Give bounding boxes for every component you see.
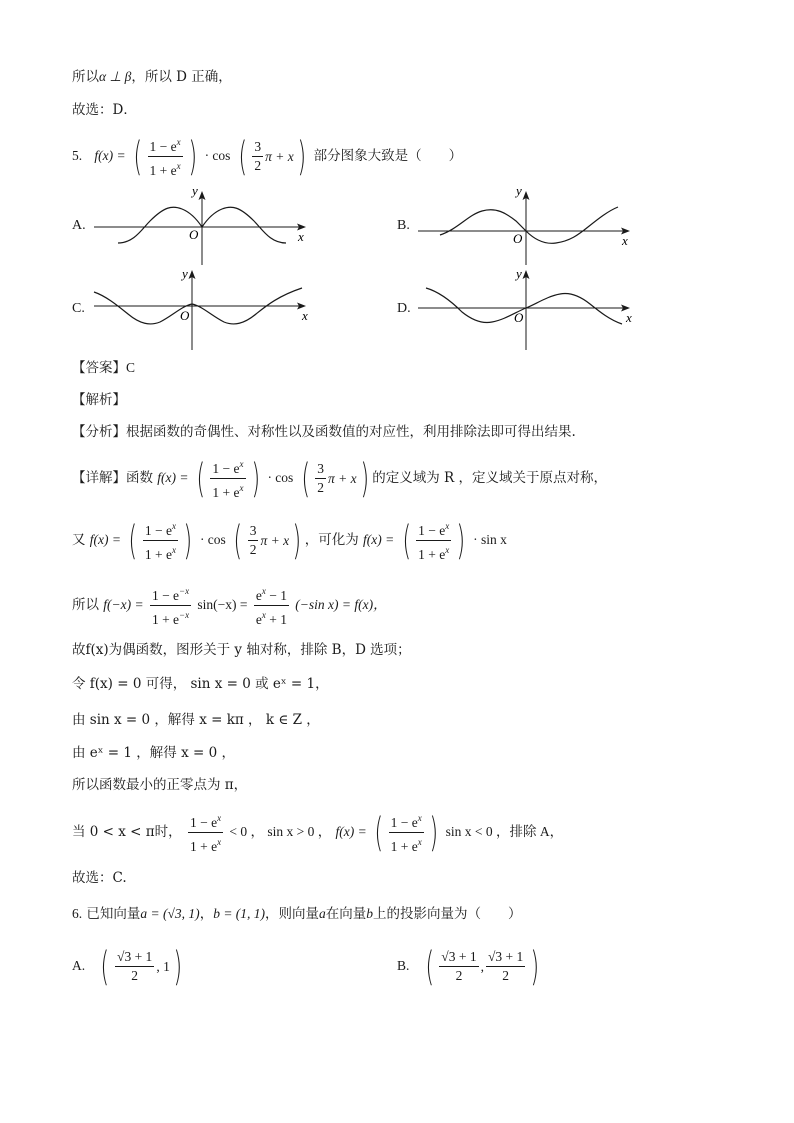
kehua-num: 1 − e (418, 523, 446, 538)
suoyi-den2b: + 1 (265, 612, 287, 627)
prev-line-2: 故选：D． (72, 102, 137, 118)
min-zero-line: 所以函数最小的正零点为 π， (72, 777, 248, 793)
q6-b-vec: b = (1, 1) (213, 906, 266, 921)
x-label: x (298, 229, 304, 244)
q5-option-a-label[interactable]: A. (72, 218, 86, 233)
suoyi-text: 所以 (72, 597, 99, 613)
you-paren-frac: ( $\frac{1 - e^x}{1 + e^x}$ ) (128, 517, 193, 564)
xj-cos: · cos (267, 470, 294, 485)
xj-pi-x: π + x (327, 470, 357, 486)
y-label: y (516, 185, 522, 198)
kehua-fx: f(x) = (363, 532, 395, 547)
q6-opt-a-paren: ( $\frac{√3 + 1}{2}$ , 1 ) (100, 943, 182, 990)
q6-stem (72, 904, 522, 924)
you-pi-x: π + x (260, 532, 290, 548)
q6-opt-a-label: A. (72, 958, 86, 973)
q6-opt-b-frac-1 (439, 949, 478, 984)
fenxi-tag: 【分析】 (72, 424, 126, 440)
q6-opt-b-num1: √3 + 1 (439, 949, 478, 967)
suoyi-frac-1 (150, 583, 191, 628)
xj-three-halves (315, 461, 326, 496)
q5-graph-b[interactable] (412, 185, 642, 270)
fenxi-line (72, 422, 576, 442)
prev-text-a: 所以 (72, 69, 99, 85)
kehua-sinx: · sin x (473, 532, 507, 547)
ling-line: 令 f(x) = 0 可得， sin x = 0 或 eˣ = 1， (72, 676, 329, 692)
q6-option-a[interactable] (72, 943, 185, 990)
xj-three: 3 (315, 461, 326, 479)
xj-paren-frac: ( $\frac{1 - e^x}{1 + e^x}$ ) (196, 455, 260, 502)
you-three: 3 (248, 523, 259, 541)
q6-opt-b-den2: 2 (502, 968, 509, 983)
gu-line: 故f(x)为偶函数，图形关于 y 轴对称，排除 B，D 选项； (72, 642, 411, 658)
q6-opt-b-label: B. (397, 958, 410, 973)
you-num: 1 − e (144, 523, 173, 538)
you-e-line: 由 eˣ = 1 ，解得 x = 0 ， (72, 745, 235, 761)
q5-num: 1 − e (149, 139, 177, 154)
q5-den-exp: x (176, 161, 181, 171)
q6-comma: ， (199, 906, 214, 922)
suoyi-den2-exp: x (261, 610, 266, 620)
you-three-halves (248, 523, 259, 558)
q5-pi-x: π + x (265, 148, 294, 164)
origin-label: O (180, 308, 190, 323)
q6-number: 6. (72, 906, 83, 921)
q5-graph-a[interactable] (88, 185, 318, 270)
q6-stem-d: 上的投影向量为（ ） (373, 906, 522, 922)
dang-num2-exp: x (417, 813, 422, 823)
you-two: 2 (249, 542, 257, 557)
origin-label: O (514, 310, 524, 325)
q5-stem (72, 134, 462, 179)
dang-num2: 1 − e (390, 815, 418, 830)
suoyi-den2: e (255, 612, 262, 627)
xj-fraction (210, 456, 245, 501)
curve (440, 207, 618, 243)
curve (426, 288, 622, 324)
suoyi-sin: sin(−x) = (197, 597, 248, 612)
origin-label: O (513, 231, 523, 246)
q5-fraction (148, 134, 183, 179)
q6-opt-b-num2: √3 + 1 (486, 949, 525, 967)
kehua-paren: ( $\frac{1 - e^x}{1 + e^x}$ ) (402, 517, 466, 564)
q6-opt-b-frac-2 (486, 949, 525, 984)
q5-num-exp: x (176, 137, 181, 147)
you-sin-line: 由 sin x = 0 ，解得 x = kπ ， k ∈ Z ， (72, 712, 320, 728)
q5-cos: · cos (204, 148, 231, 163)
q6-opt-b-paren: ( $\frac{√3 + 1}{2}$ , $\frac{√3 + 1}{2}$ ) (425, 943, 540, 990)
q6-a: a (319, 906, 326, 921)
q5-graph-c[interactable] (88, 266, 318, 354)
kehua-den: 1 + e (418, 547, 446, 562)
q6-stem-b: ，则向量 (265, 906, 320, 922)
suoyi-num1-exp: −x (179, 586, 190, 596)
kehua-fraction (416, 518, 451, 563)
guxuan-line: 故选：C. (72, 870, 127, 886)
suoyi-num1: 1 − e (151, 588, 180, 603)
you-line (72, 518, 507, 563)
xj-den: 1 + e (212, 485, 240, 500)
y-label: y (192, 185, 198, 198)
you-fraction (143, 518, 178, 563)
q5-two: 2 (254, 158, 262, 173)
prev-text-c: ，所以 D 正确， (131, 69, 232, 85)
suoyi-num2-exp: x (261, 586, 266, 596)
q5-paren-arg: ( $\frac{3}{2}$ π + x ) (238, 133, 306, 180)
q6-stem-a: 已知向量 (86, 906, 141, 922)
you-num-exp: x (172, 521, 177, 531)
q6-stem-c: 在向量 (325, 906, 367, 922)
q5-three: 3 (252, 139, 263, 157)
kehua-text: ，可化为 (304, 532, 359, 548)
dang-lt0: < 0 ， sin x > 0 ， (229, 824, 332, 839)
dang-frac (188, 810, 223, 855)
suoyi-eq: f(−x) = (103, 597, 144, 612)
answer-tag: 【答案】 (72, 360, 126, 376)
kehua-num-exp: x (445, 521, 450, 531)
kehua-den-exp: x (445, 545, 450, 555)
dang-den-exp: x (217, 837, 222, 847)
you-fx: f(x) = (89, 532, 122, 547)
you-paren-arg: ( $\frac{3}{2}$ π + x ) (233, 517, 302, 564)
xj-num-exp: x (239, 459, 244, 469)
answer-line (72, 358, 135, 378)
dang-num-exp: x (217, 813, 222, 823)
q6-a-vec: a = (√3, 1) (140, 906, 200, 921)
suoyi-frac-2 (254, 583, 289, 628)
x-label: x (302, 308, 308, 323)
xj-num: 1 − e (212, 461, 240, 476)
you-den: 1 + e (144, 547, 173, 562)
y-label: y (516, 266, 522, 281)
xj-fx: f(x) = (157, 470, 189, 485)
dang-den2-exp: x (417, 837, 422, 847)
q5-option-d-label[interactable]: D. (397, 301, 411, 316)
dang-den2: 1 + e (390, 839, 418, 854)
q6-opt-a-num: √3 + 1 (115, 949, 154, 967)
q5-option-c-label[interactable]: C. (72, 301, 85, 316)
q6-opt-b-den1: 2 (455, 968, 463, 983)
x-label: x (622, 233, 628, 248)
you-cos: · cos (199, 532, 226, 547)
analysis-tag-text: 【解析】 (72, 392, 126, 408)
q6-opt-a-frac (115, 949, 154, 984)
q5-tail: 部分图象大致是（ ） (313, 148, 463, 164)
suoyi-line (72, 583, 387, 628)
dang-num: 1 − e (189, 815, 218, 830)
xiangjie-tag: 【详解】 (72, 470, 126, 486)
y-label: y (182, 266, 188, 281)
suoyi-den1-exp: −x (179, 610, 190, 620)
suoyi-den1: 1 + e (151, 612, 180, 627)
prev-line-1 (72, 67, 232, 87)
q6-option-b[interactable] (397, 943, 543, 990)
suoyi-num2b: − 1 (265, 588, 287, 603)
xj-den-exp: x (239, 483, 244, 493)
q5-den: 1 + e (149, 163, 177, 178)
xiangjie-line (72, 456, 607, 501)
q5-number: 5. (72, 148, 83, 163)
answer-value: C (126, 360, 136, 375)
q5-graph-d[interactable] (412, 266, 642, 354)
dang-line (72, 810, 563, 855)
dang-paren: ( $\frac{1 - e^x}{1 + e^x}$ ) (374, 809, 438, 856)
fenxi-text: 根据函数的奇偶性、对称性以及函数值的对应性，利用排除法即可得出结果. (126, 424, 576, 440)
dang-den: 1 + e (189, 839, 218, 854)
xj-paren-arg: ( $\frac{3}{2}$ π + x ) (301, 455, 369, 502)
xiangjie-b: 的定义域为 R ，定义域关于原点对称， (372, 470, 607, 486)
q5-option-b-label[interactable]: B. (397, 218, 410, 233)
xiangjie-a: 函数 (126, 470, 153, 486)
origin-label: O (189, 227, 199, 242)
you-text: 又 (72, 532, 86, 548)
q5-paren-frac: ( $\frac{1 - e^x}{1 + e^x}$ ) (133, 133, 197, 180)
analysis-tag (72, 390, 126, 410)
q6-b: b (366, 906, 374, 921)
dang-fx: f(x) = (335, 824, 367, 839)
suoyi-num2: e (255, 588, 262, 603)
you-den-exp: x (172, 545, 177, 555)
xj-two: 2 (317, 480, 324, 495)
q5-three-halves (252, 139, 263, 174)
suoyi-tail: (−sin x) = f(x)， (295, 597, 387, 612)
dang-text: 当 0 < x < π时， (72, 824, 182, 840)
q5-fx: f(x) = (94, 148, 126, 163)
x-label: x (626, 310, 632, 325)
q6-opt-a-tail: , 1 (156, 958, 170, 974)
q6-opt-a-den: 2 (131, 968, 139, 983)
dang-frac-2 (389, 810, 424, 855)
dang-sinx-lt: sin x < 0 ，排除 A， (445, 824, 564, 839)
prev-formula: α ⊥ β (99, 69, 132, 84)
